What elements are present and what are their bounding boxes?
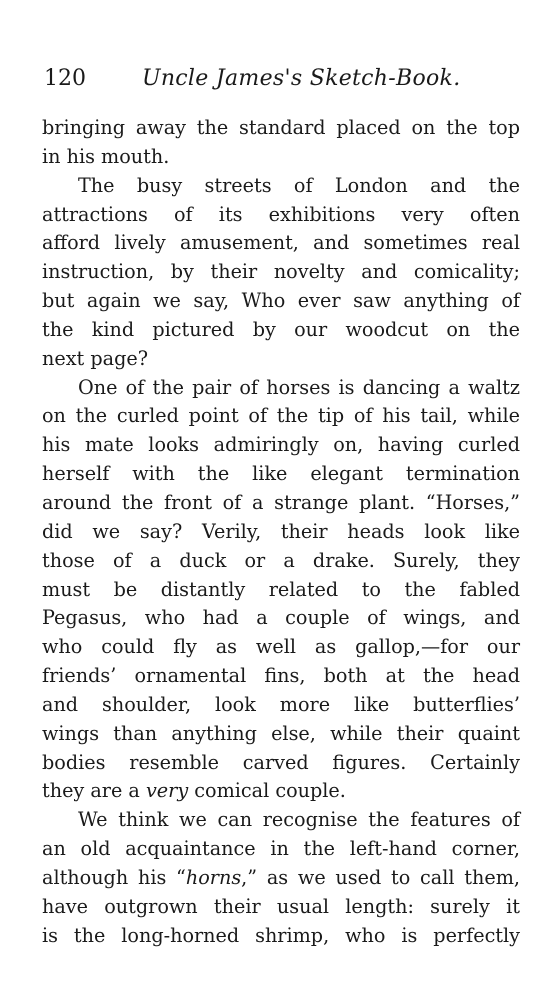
text-line: who could fly as well as gallop,—for our [42,635,520,659]
body-text [42,114,520,950]
text-run: ,” as we used to call them, [241,865,520,889]
text-line: must be distantly related to the fabled [42,577,520,601]
text-line: afford lively amusement, and sometimes real [42,231,520,255]
text-run: they are a [42,779,146,803]
text-line: around the front of a strange plant. “Horses,” [42,490,520,514]
text-line: and shoulder, look more like butterflies’ [42,692,520,716]
text-line: next page? [42,346,148,370]
text-line: his mate looks admiringly on, having curled [42,433,520,457]
emphasized-word: very [145,779,189,803]
text-run: although his “ [42,865,186,889]
text-line: Pegasus, who had a couple of wings, and [42,606,520,630]
text-line: attractions of its exhibitions very often [42,202,520,226]
text-line: did we say? Verily, their heads look like [42,519,520,543]
page-number: 120 [44,66,86,91]
text-line: is the long-horned shrimp, who is perfectly [42,923,520,947]
text-line: We think we can recognise the features of [78,808,520,832]
text-line: on the curled point of the tip of his tail, while [42,404,520,428]
text-run: comical couple. [188,779,346,803]
text-line: instruction, by their novelty and comicality; [42,260,520,284]
text-line: The busy streets of London and the [78,173,520,197]
text-line: friends’ ornamental fins, both at the head [42,664,520,688]
text-line: wings than anything else, while their quaint [42,721,520,745]
text-line: have outgrown their usual length: surely it [42,894,520,918]
text-line: but again we say, Who ever saw anything of [42,289,520,313]
text-line [42,864,520,893]
text-line: bringing away the standard placed on the top [42,116,520,139]
running-title: Uncle James's Sketch-Book. [142,66,461,91]
text-line [42,777,520,806]
text-line: herself with the like elegant termination [42,462,520,486]
text-line: bodies resemble carved figures. Certainly [42,750,520,774]
text-line: the kind pictured by our woodcut on the [42,317,520,341]
text-line: those of a duck or a drake. Surely, they [42,548,520,572]
page-header [44,64,534,94]
text-line: an old acquaintance in the left-hand corner, [42,837,520,861]
emphasized-word: horns [185,865,242,889]
text-line: in his mouth. [42,144,170,168]
text-line: One of the pair of horses is dancing a waltz [78,375,520,399]
